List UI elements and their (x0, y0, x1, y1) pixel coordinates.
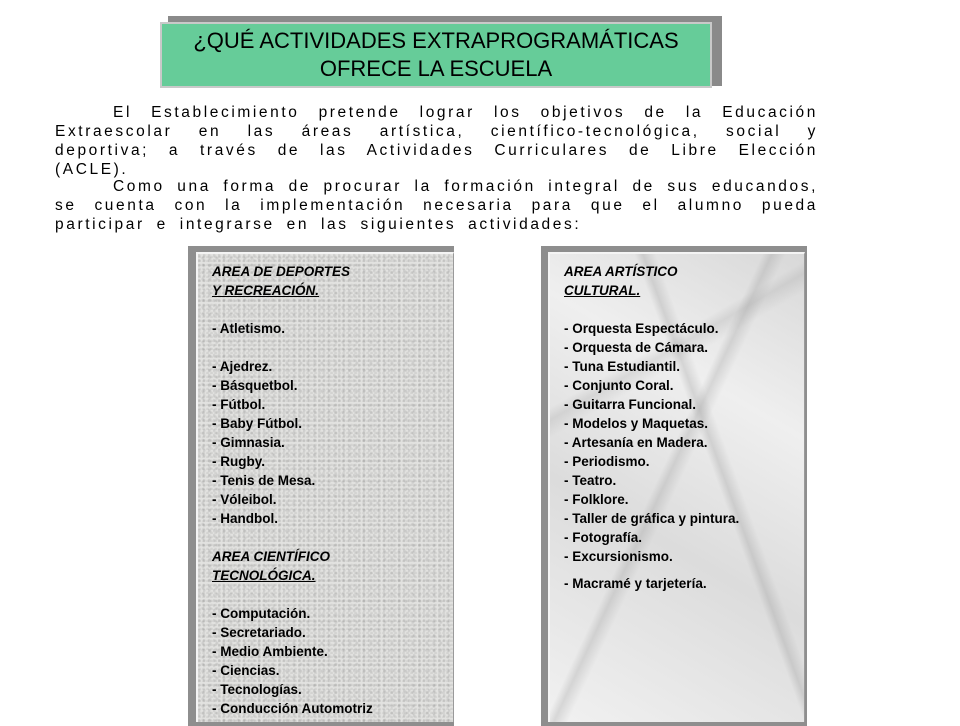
science-heading: AREA CIENTÍFICO (212, 549, 330, 564)
list-item: - Artesanía en Madera. (564, 435, 708, 450)
list-item: - Gimnasia. (212, 435, 285, 450)
list-item: - Secretariado. (212, 625, 306, 640)
list-item: - Modelos y Maquetas. (564, 416, 709, 431)
list-item: - Periodismo. (564, 454, 650, 469)
science-heading-2: TECNOLÓGICA. (212, 568, 316, 583)
list-item: - Computación. (212, 606, 311, 621)
arts-culture-panel (548, 252, 805, 722)
list-item: - Atletismo. (212, 321, 286, 336)
sports-heading: AREA DE DEPORTES (212, 264, 351, 279)
list-item: - Tecnologías. (212, 682, 302, 697)
list-item: - Conjunto Coral. (564, 378, 674, 393)
page-title (160, 22, 712, 88)
intro-paragraph-2 (55, 177, 818, 234)
list-item: - Ajedrez. (212, 359, 273, 374)
list-item: - Guitarra Funcional. (564, 397, 697, 412)
list-item: - Excursionismo. (564, 549, 673, 564)
arts-culture-list (564, 262, 739, 593)
list-item: - Vóleibol. (212, 492, 277, 507)
intro-paragraph-1-text: El Establecimiento pretende lograr los objetivos de la Educación Extraescolar en las áreas artística, científico-tecnológica, social y deportiva; a través de las Actividades Curriculares de Libre Elección (ACLE). (55, 104, 818, 178)
list-item: - Macramé y tarjetería. (564, 576, 707, 591)
sports-science-list (212, 262, 373, 718)
list-item: - Taller de gráfica y pintura. (564, 511, 740, 526)
list-item: - Orquesta Espectáculo. (564, 321, 719, 336)
list-item: - Básquetbol. (212, 378, 298, 393)
list-item: - Baby Fútbol. (212, 416, 302, 431)
list-item: - Tenis de Mesa. (212, 473, 316, 488)
list-item: - Tuna Estudiantil. (564, 359, 680, 374)
title-line-2: OFRECE LA ESCUELA (319, 56, 553, 81)
list-item: - Fotografía. (564, 530, 642, 545)
list-item: - Fútbol. (212, 397, 266, 412)
list-item: - Rugby. (212, 454, 265, 469)
title-line-1: ¿QUÉ ACTIVIDADES EXTRAPROGRAMÁTICAS (193, 28, 679, 53)
list-item: - Medio Ambiente. (212, 644, 328, 659)
list-item: - Teatro. (564, 473, 617, 488)
intro-paragraph-2-text: Como una forma de procurar la formación integral de sus educandos, se cuenta con la implementación necesaria para que el alumno pueda participar e integrarse en las siguientes actividades: (55, 178, 818, 233)
sports-science-panel (196, 252, 454, 722)
arts-heading-2: CULTURAL. (564, 283, 641, 298)
list-item: - Conducción Automotriz (212, 701, 373, 716)
list-item: - Handbol. (212, 511, 278, 526)
arts-heading: AREA ARTÍSTICO (564, 264, 678, 279)
sports-heading-2: Y RECREACIÓN. (212, 283, 320, 298)
list-item: - Ciencias. (212, 663, 280, 678)
intro-paragraph-1 (55, 103, 818, 179)
list-item: - Orquesta de Cámara. (564, 340, 709, 355)
list-item: - Folklore. (564, 492, 629, 507)
